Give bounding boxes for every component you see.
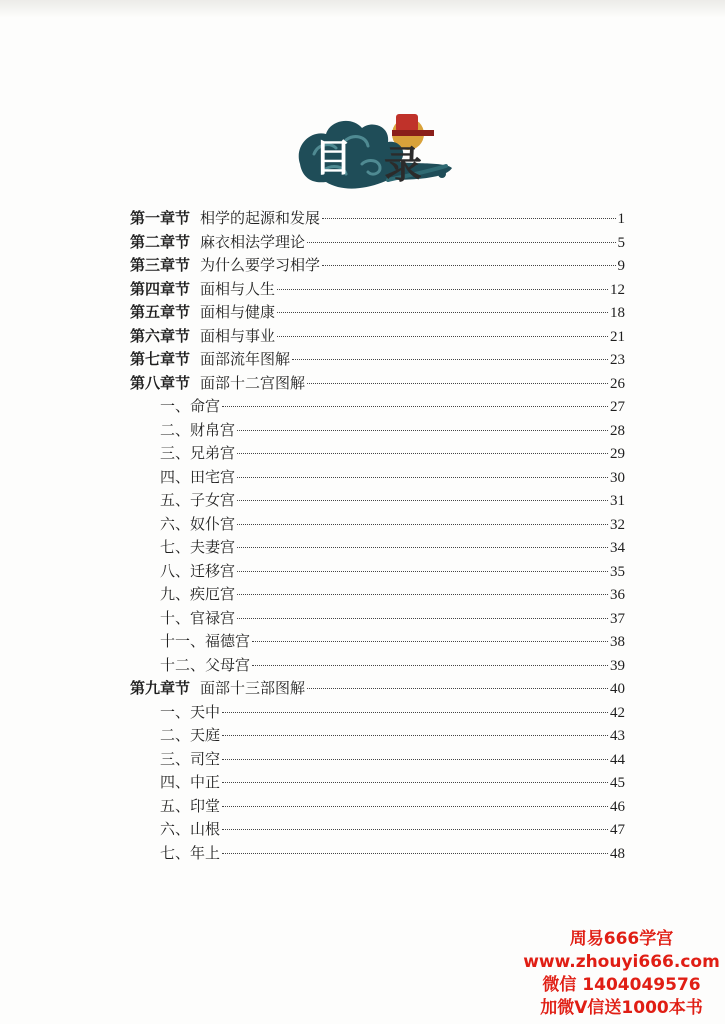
toc-entry-label: [160, 560, 235, 581]
dot-leader: [307, 383, 608, 384]
toc-entry-title: 面相与人生: [200, 279, 276, 298]
toc-entry-label: [160, 442, 235, 463]
toc-entry-title: 兄弟宫: [190, 444, 236, 462]
toc-page-number: 26: [610, 375, 625, 392]
toc-entry-title: 田宅宫: [190, 467, 236, 486]
toc-entry-label: [160, 395, 220, 416]
toc-entry-title: 奴仆宫: [190, 514, 236, 533]
dot-leader: [237, 618, 608, 619]
toc-page-number: 47: [610, 822, 625, 838]
toc-entry-label: [160, 748, 220, 769]
dot-leader: [252, 665, 608, 666]
toc-entry-label: [160, 419, 235, 440]
toc-entry-title: 司空: [190, 749, 221, 768]
toc-entry-number: 八、: [160, 561, 191, 580]
dot-leader: [237, 547, 608, 548]
toc-entry-label: [160, 630, 250, 651]
toc-entry-number: 六、: [160, 820, 191, 838]
toc-section-row[interactable]: [130, 748, 625, 772]
toc-entry-label: [160, 795, 220, 816]
toc-entry-title: 官禄宫: [190, 608, 236, 627]
toc-section-row[interactable]: [130, 842, 625, 866]
toc-entry-label: [160, 818, 220, 839]
toc-entry-label: [130, 278, 275, 299]
toc-entry-title: 印堂: [190, 796, 221, 815]
toc-entry-number: 九、: [160, 585, 191, 603]
dot-leader: [292, 359, 608, 360]
toc-page-number: 23: [610, 352, 625, 368]
toc-entry-number: 七、: [160, 843, 191, 862]
toc-chapter-row[interactable]: [130, 372, 625, 396]
toc-entry-title: 福德宫: [205, 632, 251, 650]
toc-section-row[interactable]: [130, 607, 625, 631]
toc-entry-title: 面部十三部图解: [200, 679, 306, 697]
toc-page-number: 5: [617, 234, 625, 251]
toc-entry-number: 二、: [160, 420, 191, 439]
toc-entry-label: [160, 607, 235, 628]
toc-entry-label: [160, 513, 235, 534]
toc-entry-title: 相学的起源和发展: [200, 209, 321, 227]
watermark-line-3: 微信 1404049576: [542, 975, 701, 995]
watermark-text: [518, 928, 725, 1020]
toc-entry-title: 山根: [190, 820, 221, 838]
dot-leader: [277, 312, 608, 313]
toc-page-number: 44: [610, 751, 625, 768]
toc-page-number: 12: [610, 281, 625, 298]
toc-entry-number: 十、: [160, 608, 191, 627]
dot-leader: [307, 242, 615, 243]
toc-entry-label: [130, 207, 320, 228]
toc-entry-label: [130, 348, 290, 369]
toc-section-row[interactable]: [130, 395, 625, 419]
toc-entry-title: 子女宫: [190, 491, 236, 509]
dot-leader: [222, 782, 608, 783]
toc-page-number: 31: [610, 493, 625, 509]
dot-leader: [222, 829, 608, 830]
toc-entry-number: 四、: [160, 467, 191, 486]
toc-chapter-row[interactable]: [130, 301, 625, 325]
page-top-shadow: [0, 0, 725, 18]
toc-title-banner: [296, 106, 456, 196]
dot-leader: [237, 594, 608, 595]
toc-section-row[interactable]: [130, 630, 625, 654]
dot-leader: [237, 430, 608, 431]
toc-entry-title: 疾厄宫: [190, 585, 236, 603]
toc-entry-label: [160, 583, 235, 604]
toc-entry-title: 中正: [190, 773, 221, 791]
toc-entry-number: 三、: [160, 749, 191, 768]
dot-leader: [252, 641, 608, 642]
dot-leader: [237, 524, 608, 525]
toc-chapter-row[interactable]: [130, 348, 625, 372]
toc-entry-label: [160, 842, 220, 863]
toc-entry-label: [130, 231, 305, 252]
toc-entry-number: 五、: [160, 491, 191, 509]
toc-entry-number: 十二、: [160, 655, 206, 674]
title-char-lu: 录: [384, 143, 423, 187]
toc-page-number: 1: [617, 211, 625, 227]
toc-page-number: 37: [610, 610, 625, 627]
toc-entry-number: 第二章节: [130, 232, 191, 251]
toc-page-number: 45: [610, 775, 625, 791]
toc-page-number: 30: [610, 469, 625, 486]
dot-leader: [222, 806, 608, 807]
dot-leader: [222, 712, 608, 713]
toc-entry-label: [160, 701, 220, 722]
toc-page-number: 39: [610, 657, 625, 674]
toc-entry-label: [160, 466, 235, 487]
toc-page-number: 18: [610, 305, 625, 321]
toc-section-row[interactable]: [130, 560, 625, 584]
dot-leader: [222, 735, 608, 736]
toc-section-row[interactable]: [130, 771, 625, 795]
toc-section-row[interactable]: [130, 489, 625, 513]
toc-chapter-row[interactable]: [130, 207, 625, 231]
toc-entry-label: [160, 771, 220, 792]
toc-section-row[interactable]: [130, 701, 625, 725]
toc-entry-title: 面部流年图解: [200, 350, 291, 368]
toc-entry-number: 第三章节: [130, 256, 191, 274]
toc-entry-label: [160, 536, 235, 557]
dot-leader: [222, 406, 608, 407]
toc-section-row[interactable]: [130, 442, 625, 466]
toc-entry-title: 麻衣相法学理论: [200, 232, 306, 251]
toc-page-number: 46: [610, 798, 625, 815]
dot-leader: [237, 571, 608, 572]
toc-page-number: 27: [610, 399, 625, 415]
dot-leader: [277, 336, 608, 337]
toc-page-number: 35: [610, 563, 625, 580]
title-char-mu: 目: [314, 136, 353, 180]
toc-entry-label: [130, 254, 320, 275]
toc-entry-number: 一、: [160, 702, 191, 721]
toc-section-row[interactable]: [130, 466, 625, 490]
toc-page-number: 36: [610, 587, 625, 603]
dot-leader: [237, 477, 608, 478]
toc-entry-label: [160, 654, 250, 675]
toc-page-number: 40: [610, 681, 625, 697]
toc-page-number: 48: [610, 845, 625, 862]
toc-entry-title: 年上: [190, 843, 221, 862]
toc-section-row[interactable]: [130, 818, 625, 842]
toc-page-number: 28: [610, 422, 625, 439]
toc-entry-number: 第五章节: [130, 303, 191, 321]
toc-page-number: 34: [610, 540, 625, 556]
toc-entry-title: 为什么要学习相学: [200, 256, 321, 274]
toc-entry-number: 第六章节: [130, 326, 191, 345]
toc-section-row[interactable]: [130, 654, 625, 678]
toc-entry-number: 十一、: [160, 632, 206, 650]
toc-entry-label: [160, 724, 220, 745]
toc-page-number: 43: [610, 728, 625, 744]
toc-section-row[interactable]: [130, 536, 625, 560]
toc-page-number: 42: [610, 704, 625, 721]
toc-entry-number: 第一章节: [130, 209, 191, 227]
dot-leader: [277, 289, 608, 290]
table-of-contents: [130, 207, 625, 865]
toc-entry-title: 面相与健康: [200, 303, 276, 321]
toc-page-number: 32: [610, 516, 625, 533]
toc-page-number: 9: [617, 258, 625, 274]
watermark-line-4: 加微V信送1000本书: [540, 998, 703, 1018]
toc-entry-number: 第四章节: [130, 279, 191, 298]
toc-chapter-row[interactable]: [130, 325, 625, 349]
toc-page-number: 29: [610, 446, 625, 462]
toc-entry-number: 六、: [160, 514, 191, 533]
red-seal-icon: [396, 114, 418, 132]
toc-chapter-row[interactable]: [130, 677, 625, 701]
toc-entry-title: 迁移宫: [190, 561, 236, 580]
toc-entry-title: 命宫: [190, 397, 221, 415]
toc-chapter-row[interactable]: [130, 254, 625, 278]
toc-entry-number: 七、: [160, 538, 191, 556]
dot-leader: [322, 218, 615, 219]
toc-entry-title: 天庭: [190, 726, 221, 744]
toc-entry-label: [130, 677, 305, 698]
toc-entry-title: 面部十二宫图解: [200, 373, 306, 392]
dot-leader: [222, 759, 608, 760]
toc-entry-number: 三、: [160, 444, 191, 462]
toc-entry-number: 五、: [160, 796, 191, 815]
toc-section-row[interactable]: [130, 513, 625, 537]
toc-entry-title: 天中: [190, 702, 221, 721]
dot-leader: [222, 853, 608, 854]
toc-entry-number: 一、: [160, 397, 191, 415]
dot-leader: [322, 265, 615, 266]
watermark-line-1: 周易666学宫: [569, 929, 674, 949]
dot-leader: [237, 500, 608, 501]
toc-entry-title: 夫妻宫: [190, 538, 236, 556]
toc-entry-title: 面相与事业: [200, 326, 276, 345]
toc-section-row[interactable]: [130, 583, 625, 607]
dot-leader: [237, 453, 608, 454]
toc-entry-title: 财帛宫: [190, 420, 236, 439]
toc-entry-label: [160, 489, 235, 510]
toc-section-row[interactable]: [130, 419, 625, 443]
toc-entry-number: 第八章节: [130, 373, 191, 392]
dot-leader: [307, 688, 608, 689]
toc-entry-label: [130, 325, 275, 346]
toc-page-number: 21: [610, 328, 625, 345]
toc-entry-number: 二、: [160, 726, 191, 744]
toc-entry-number: 四、: [160, 773, 191, 791]
toc-entry-number: 第七章节: [130, 350, 191, 368]
toc-entry-title: 父母宫: [205, 655, 251, 674]
toc-page-number: 38: [610, 634, 625, 650]
toc-entry-number: 第九章节: [130, 679, 191, 697]
toc-entry-label: [130, 301, 275, 322]
toc-section-row[interactable]: [130, 795, 625, 819]
toc-chapter-row[interactable]: [130, 231, 625, 255]
toc-chapter-row[interactable]: [130, 278, 625, 302]
toc-section-row[interactable]: [130, 724, 625, 748]
toc-entry-label: [130, 372, 305, 393]
watermark-line-2: www.zhouyi666.com: [523, 952, 720, 972]
